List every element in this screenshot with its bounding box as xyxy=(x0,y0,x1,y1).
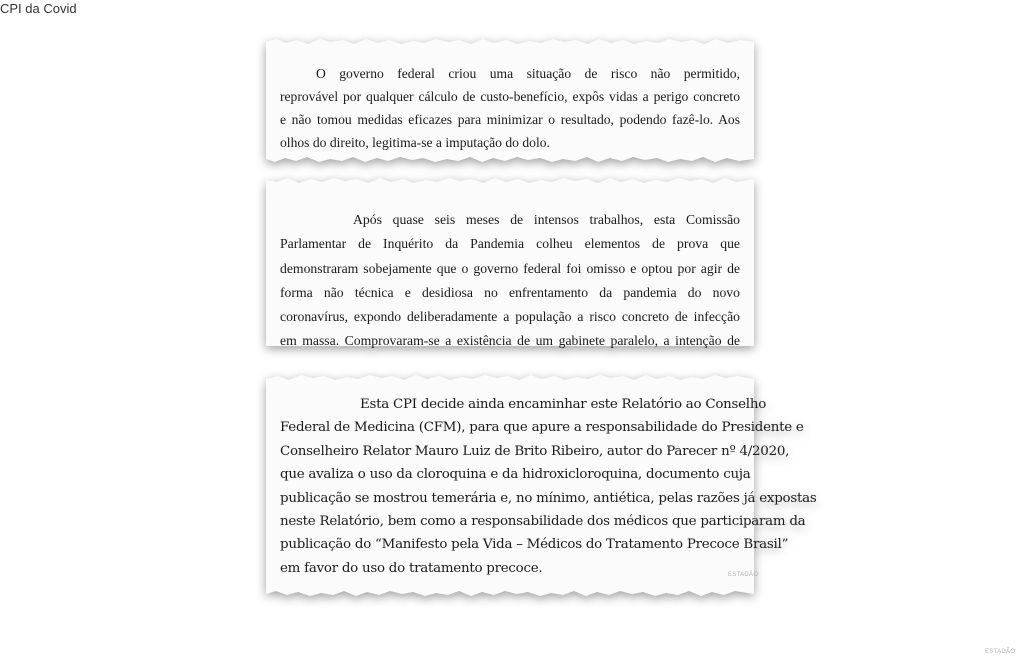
text-line: demonstraram sobejamente que o governo federal foi omisso e optou por agir de xyxy=(280,260,740,276)
text-line: que avaliza o uso da cloroquina e da hidroxicloroquina, documento cuja xyxy=(280,467,751,483)
torn-edge-bottom xyxy=(266,590,754,597)
text-line: forma não técnica e desidiosa no enfrentamento da pandemia do novo xyxy=(280,284,740,300)
photo-credit: ESTADÃO xyxy=(985,649,1016,655)
document-excerpt-1 xyxy=(266,44,754,157)
text-line: Após quase seis meses de intensos trabalhos, esta Comissão xyxy=(353,212,740,227)
torn-edge-bottom xyxy=(266,156,754,163)
document-excerpt-3 xyxy=(266,380,817,591)
text-line: e não tomou medidas eficazes para minimizar o resultado, podendo fazê-lo. Aos xyxy=(280,112,740,127)
text-line: O governo federal criou uma situação de risco não permitido, xyxy=(316,66,740,81)
text-line: Conselheiro Relator Mauro Luiz de Brito Ribeiro, autor do Parecer nº 4/2020, xyxy=(280,443,790,459)
text-line: Federal de Medicina (CFM), para que apure a responsabilidade do Presidente e xyxy=(280,420,804,436)
document-excerpt-2 xyxy=(266,183,754,349)
text-line: publicação do “Manifesto pela Vida – Médicos do Tratamento Precoce Brasil” xyxy=(280,537,789,553)
text-line: Parlamentar de Inquérito da Pandemia colheu elementos de prova que xyxy=(280,236,740,252)
image-caption: CPI da Covid xyxy=(0,1,77,16)
text-line: em massa. Comprovaram-se a existência de um gabinete paralelo, a intenção de xyxy=(280,333,740,349)
text-line: coronavírus, expondo deliberadamente a população a risco concreto de infecção xyxy=(280,309,740,325)
text-line: reprovável por qualquer cálculo de custo-benefício, expôs vidas a perigo concreto xyxy=(280,89,740,104)
text-line: neste Relatório, bem como a responsabilidade dos médicos que participaram da xyxy=(280,514,806,530)
text-line: Esta CPI decide ainda encaminhar este Relatório ao Conselho xyxy=(360,397,767,412)
text-line: olhos do direito, legitima-se a imputação do dolo. xyxy=(280,135,550,150)
torn-edge-top xyxy=(266,38,754,45)
text-line: em favor do uso do tratamento precoce. xyxy=(280,560,543,576)
excerpt-2-paragraph xyxy=(280,208,740,354)
text-line: publicação se mostrou temerária e, no mínimo, antiética, pelas razões já expostas xyxy=(280,490,817,506)
excerpt-1-paragraph xyxy=(280,62,740,154)
torn-edge-top xyxy=(266,177,754,184)
photo-credit: ESTADÃO xyxy=(728,572,759,578)
torn-edge-top xyxy=(266,374,754,381)
